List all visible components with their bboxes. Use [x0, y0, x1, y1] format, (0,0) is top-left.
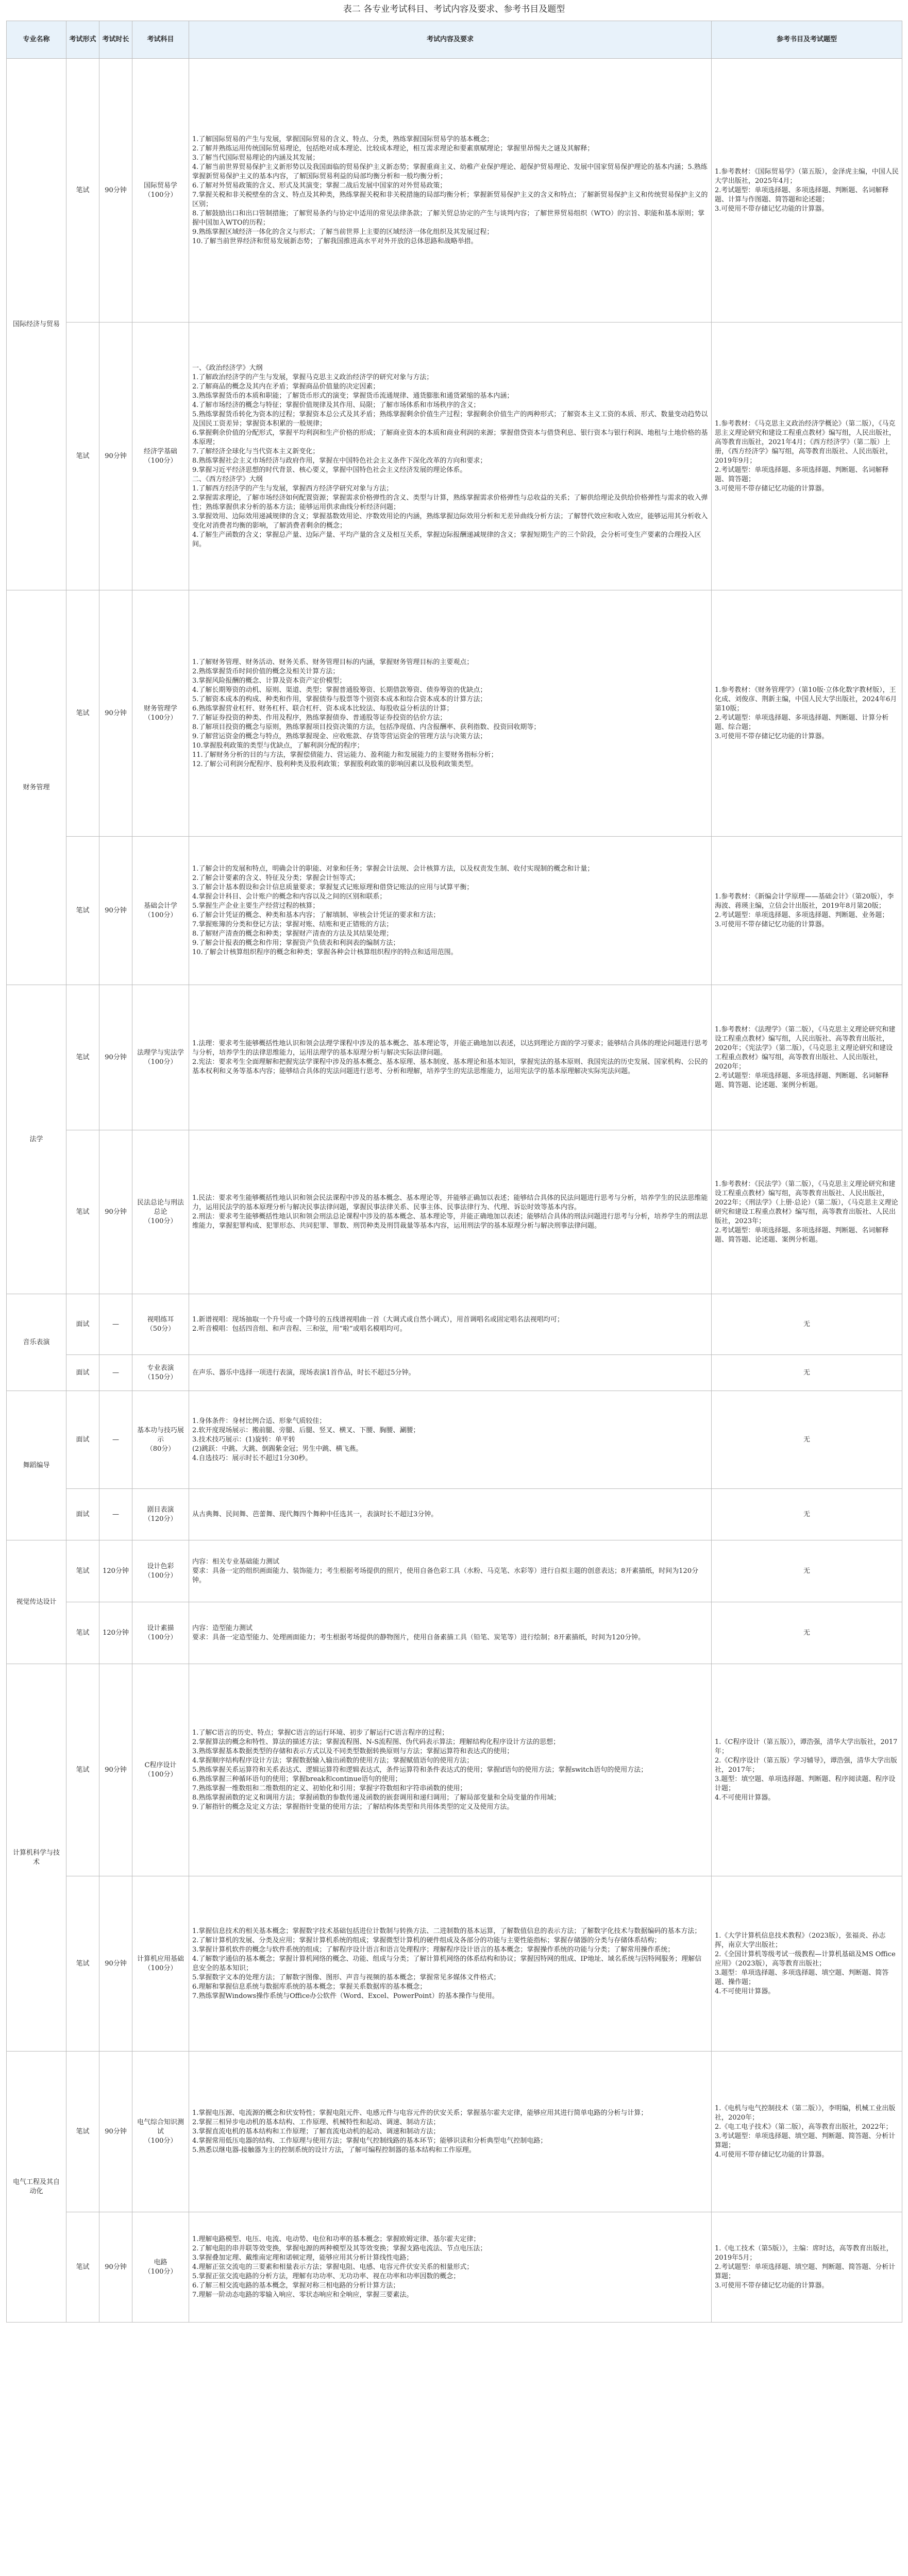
- exam-duration: 90分钟: [99, 2212, 132, 2323]
- content-line: 1.掌握信息技术的相关基本概念；掌握数字技术基础包括进位计数制与转换方法、二进制数的基本运算，了解数值信息的表示方法；了解数字化技术与数据编码的基本方法；: [192, 1927, 701, 1935]
- table-title: 表二 各专业考试科目、考试内容及要求、参考书目及题型: [343, 4, 565, 14]
- exam-content: [189, 1489, 712, 1540]
- reference-line: 3.可使用不带存储记忆功能的计算器。: [715, 484, 829, 493]
- major-name: 国际经济与贸易: [7, 59, 66, 590]
- exam-subject: [132, 1355, 189, 1391]
- content-line: 3.技术技巧展示：(1)旋转：单平转: [192, 1435, 295, 1444]
- major-name: 财务管理: [7, 590, 66, 985]
- subject-score: （100分）: [144, 1571, 177, 1580]
- table-row: [7, 1540, 902, 1602]
- exam-duration: 90分钟: [99, 837, 132, 985]
- reference-line: 2.考试题型：单项选择题、多项选择题、判断题、业务题；: [715, 911, 889, 919]
- exam-subject: [132, 1664, 189, 1876]
- content-line: 7.了解证券投资的种类、作用及程序，熟练掌握债券、普通股等证券投资的估价方法；: [192, 714, 447, 722]
- subject-score: （100分）: [144, 1633, 177, 1641]
- exam-duration: 120分钟: [99, 1602, 132, 1664]
- content-line: 4.自选技巧：展示时长不超过1分30秒。: [192, 1454, 312, 1462]
- content-line: (2)跳跃：中跳、大跳、倒踢紫金冠；男生中跳、横飞燕。: [192, 1445, 363, 1453]
- content-line: 4.了解长期筹资的动机、原则、渠道、类型；掌握普通股筹资、长期借款筹资、债券筹资的优缺点；: [192, 686, 487, 694]
- exam-content: [189, 1664, 712, 1876]
- subject-name: 财务管理学: [143, 704, 177, 713]
- subject-name: 电气综合知识测试: [137, 2118, 184, 2136]
- content-line: 2.掌握需求理论，了解市场经济如何配置资源；掌握需求价格弹性的含义、类型与计算，熟练掌握需求价格弹性与总收益的关系；了解供给理论及供给价格弹性与需求的收入弹性；熟练掌握供求分析的基本方法；能够运用供求曲线分析经济问题；: [192, 494, 708, 511]
- exam-form: 笔试: [66, 1540, 99, 1602]
- exam-subject: [132, 1130, 189, 1294]
- table-row: [7, 590, 902, 837]
- reference-line: 2.《C程序设计（第五版）学习辅导》，谭浩强，清华大学出版社，2017年；: [715, 1756, 897, 1774]
- exam-duration: 120分钟: [99, 1540, 132, 1602]
- content-line: 9.熟练掌握区域经济一体化的含义与形式；了解当前世界上主要的区域经济一体化组织及其发展过程；: [192, 228, 494, 236]
- exam-duration: 90分钟: [99, 1130, 132, 1294]
- content-line: 9.掌握习近平经济思想的时代背景、核心要义，掌握中国特色社会主义经济发展的理论体系。: [192, 466, 467, 474]
- exam-content: [189, 323, 712, 590]
- table-row: [7, 59, 902, 323]
- reference-line: 3.可使用不带存储记忆功能的计算器。: [715, 920, 829, 928]
- content-line: 2.了解商品的概念及其内在矛盾；掌握商品价值量的决定因素；: [192, 382, 380, 391]
- exam-references: [712, 1489, 902, 1540]
- exam-content: [189, 2212, 712, 2323]
- content-line: 2.了解计算机的发展、分类及应用；掌握计算机系统的组成；掌握微型计算机的硬件组成及各部分的功能与主要性能指标；掌握存储器的分类与存储体系结构；: [192, 1936, 661, 1944]
- table-row: [7, 985, 902, 1130]
- content-line: 5.掌握数字文本的处理方法；了解数字图像、图形、声音与视频的基本概念；掌握常见多媒体文件格式；: [192, 1973, 500, 1981]
- reference-line: 2.考试题型：单项选择题、填空题、判断题、简答题、分析计算题；: [715, 2263, 896, 2280]
- reference-line: 1.《电工技术（第5版）》，主编：席时达，高等教育出版社，2019年5月；: [715, 2244, 893, 2262]
- exam-subject: [132, 985, 189, 1130]
- exam-duration: 90分钟: [99, 1664, 132, 1876]
- reference-line: 2.《电工电子技术》（第二版），高等教育出版社，2022年；: [715, 2123, 893, 2131]
- subject-score: （100分）: [144, 1058, 177, 1066]
- exam-form: 笔试: [66, 1664, 99, 1876]
- table-row: [7, 2212, 902, 2323]
- content-line: 1.法理：要求考生能够概括性地认识和领会法理学课程中涉及的基本概念、基本理论等，并能正确地加以表述，以达到理论方面的学习要求；能够结合具体的理论问题进行思考与分析，培养学生的法律思维能力，运用法理学的基本原理分析与解决实际法律问题。: [192, 1039, 708, 1057]
- exam-content: [189, 590, 712, 837]
- reference-line: 1.参考教材：《财务管理学》（第10版·立体化数字教材版），王化成、刘俊彦、荆新主编，中国人民大学出版社，2024年6月第10版；: [715, 686, 897, 713]
- exam-references: [712, 2052, 902, 2212]
- content-line: 3.掌握效用、边际效用递减规律的含义；掌握基数效用论、序数效用论的内涵，熟练掌握边际效用分析和无差异曲线分析方法；了解替代效应和收入效应，能够运用其分析收入变化对消费者均衡的影响，了解消费者剩余的概念；: [192, 512, 708, 530]
- exam-subject: [132, 1294, 189, 1355]
- exam-references: [712, 590, 902, 837]
- exam-content: [189, 985, 712, 1130]
- content-line: 1.了解财务管理、财务活动、财务关系、财务管理目标的内涵，掌握财务管理目标的主要观点；: [192, 658, 474, 666]
- header-row: [7, 21, 902, 59]
- subject-name: 民法总论与刑法总论: [137, 1198, 184, 1216]
- exam-content: [189, 1130, 712, 1294]
- content-line: 8.熟练掌握社会主义市场经济与政府作用，掌握在中国特色社会主义条件下深化改革的方向和要求；: [192, 456, 487, 465]
- reference-line: 3.题型：单项选择题、多项选择题、填空题、判断题、简答题、操作题；: [715, 1969, 889, 1986]
- content-line: 2.软开度现场展示：搬前腿、旁腿、后腿、竖叉、横叉、下腰、胸腰、涮腰；: [192, 1426, 420, 1434]
- subject-score: （100分）: [144, 456, 177, 465]
- exam-duration: —: [99, 1489, 132, 1540]
- exam-form: 面试: [66, 1294, 99, 1355]
- reference-line: 4.可使用不带存储记忆功能的计算器。: [715, 2150, 829, 2159]
- subject-score: （50分）: [146, 1325, 175, 1333]
- reference-line: 无: [803, 1567, 810, 1575]
- exam-duration: 90分钟: [99, 2052, 132, 2212]
- header-form: 考试形式: [66, 21, 99, 59]
- content-line: 3.掌握风险报酬的概念、计算及资本资产定价模型；: [192, 676, 346, 685]
- exam-form: 笔试: [66, 590, 99, 837]
- exam-content: [189, 59, 712, 323]
- content-line: 5.熟练掌握货币转化为资本的过程；掌握资本总公式及其矛盾；熟练掌握剩余价值生产过程；掌握剩余价值生产的两种形式；了解资本主义工资的本质、形式、数量变动趋势以及国民工资差异；掌握资本积累的一般规律；: [192, 410, 708, 428]
- reference-line: 4.不可使用计算器。: [715, 1987, 775, 1995]
- subject-score: （100分）: [144, 714, 177, 722]
- exam-content: [189, 1294, 712, 1355]
- subject-name: 计算机应用基础: [137, 1955, 184, 1963]
- content-line: 2.了解电阻的串并联等效变换，掌握电源的两种模型及其等效变换；掌握支路电流法、节点电压法；: [192, 2244, 487, 2252]
- reference-line: 无: [803, 1510, 810, 1518]
- subject-score: （150分）: [144, 1373, 177, 1381]
- exam-references: [712, 1391, 902, 1489]
- table-row: [7, 1391, 902, 1489]
- subject-score: （100分）: [144, 1964, 177, 1972]
- content-line: 2.刑法：要求考生能够概括性地认识和领会刑法总论课程中涉及的基本概念、基本理论等，并能正确地加以表述；能够结合具体的刑法问题进行思考与分析，培养学生的刑法思维能力，掌握犯罪构成、犯罪形态、共同犯罪、罪数、刑罚种类及刑罚裁量等基本内容，运用刑法学的基本原理分析与解决刑事法律问题。: [192, 1212, 708, 1230]
- reference-line: 3.题型：填空题、单项选择题、判断题、程序阅读题、程序设计题；: [715, 1775, 896, 1792]
- reference-line: 1.参考教材：《新编会计学原理——基础会计》（第20版），李海波、蒋瑛主编，立信会计出版社，2019年8月第20版；: [715, 892, 894, 910]
- content-line: 3.熟练掌握货币的本质和职能；了解货币形式的演变；掌握货币流通规律、通货膨胀和通货紧缩的基本内涵；: [192, 392, 514, 400]
- reference-line: 2.《全国计算机等级考试一级教程—计算机基础及MS Office应用》（2023版），高等教育出版社；: [715, 1950, 896, 1968]
- content-line: 9.了解营运资金的概念与特点，熟练掌握现金、应收账款、存货等营运资金的管理方法与决策方法；: [192, 732, 487, 740]
- major-name: 计算机科学与技术: [7, 1664, 66, 2052]
- exam-subject: [132, 590, 189, 837]
- content-line: 要求：具备一定的组织画面能力、装饰能力；考生根据考场提供的照片，使用自备色彩工具（水粉、马克笔、水彩等）进行自拟主题的创意表达；8开素描纸，时间为120分钟。: [192, 1567, 699, 1584]
- content-line: 5.熟练掌握关系运算符和关系表达式、逻辑运算符和逻辑表达式，条件运算符和条件表达式的使用；掌握if语句的使用方法；掌握switch语句的使用方法；: [192, 1766, 648, 1774]
- reference-line: 1.《电机与电气控制技术（第二版）》，李明编，机械工业出版社，2020年；: [715, 2104, 896, 2122]
- content-line: 1.新谱视唱：现场抽取一个升号或一个降号的五线谱视唱曲一首（大调式或自然小调式），用首调唱名或固定唱名法视唱均可；: [192, 1315, 564, 1324]
- reference-line: 2.考试题型：单项选择题、多项选择题、判断题、名词解释题、简答题、论述题、案例分析题。: [715, 1226, 889, 1244]
- exam-subject: [132, 1540, 189, 1602]
- table-body: [7, 59, 902, 2323]
- content-line: 8.了解项目投资的概念与原则，熟练掌握项目投资决策的方法，包括净现值、内含报酬率、获利指数、投资回收期等；: [192, 723, 541, 731]
- content-line: 9.了解会计报表的概念和作用；掌握资产负债表和利润表的编制方法；: [192, 939, 400, 947]
- exam-duration: —: [99, 1391, 132, 1489]
- exam-form: 面试: [66, 1391, 99, 1489]
- content-line: 11.了解财务分析的目的与方法，掌握偿债能力、营运能力、盈利能力和发展能力的主要财务指标分析；: [192, 751, 498, 759]
- reference-line: 无: [803, 1368, 810, 1377]
- header-subject: 考试科目: [132, 21, 189, 59]
- exam-content: [189, 1602, 712, 1664]
- subject-score: （80分）: [146, 1445, 175, 1453]
- content-line: 2.宪法：要求考生全面理解和把握宪法学课程中涉及的基本概念、基本原理、基本制度、基本理论和基本知识，掌握宪法的基本原则、我国宪法的历史发展、国家机构、公民的基本权利和义务等基本内容；能够结合具体的宪法问题进行思考、分析和理解，培养学生的宪法思维能力，运用宪法学的基本原理解决实际宪法问题。: [192, 1058, 708, 1075]
- subject-score: （100分）: [144, 2137, 177, 2145]
- content-line: 7.掌握关税和非关税壁垒的含义、特点及其种类，熟练掌握关税和非关税措施的局部均衡分析；掌握新贸易保护主义的含义和特点；了解新贸易保护主义和传统贸易保护主义的区别；: [192, 191, 708, 208]
- exam-duration: 90分钟: [99, 590, 132, 837]
- content-line: 3.熟练掌握基本数据类型的存储和表示方式以及不同类型数据转换原则与方法；掌握运算符和表达式的使用；: [192, 1747, 514, 1755]
- exam-references: [712, 323, 902, 590]
- exam-references: [712, 837, 902, 985]
- content-line: 5.了解资本成本的构成、种类和作用，掌握债券与股票等个别资本成本和综合资本成本的计算方法；: [192, 695, 487, 703]
- table-row: [7, 1130, 902, 1294]
- exam-duration: 90分钟: [99, 1876, 132, 2052]
- content-line: 7.熟练掌握一维数组和二维数组的定义、初始化和引用；掌握字符数组和字符串函数的使用；: [192, 1784, 467, 1792]
- content-line: 6.了解对外贸易政策的含义、形式及其演变；掌握二战后发展中国家的对外贸易政策；: [192, 181, 447, 190]
- content-line: 2.掌握算法的概念和特性、算法的描述方法；掌握流程图、N-S流程图、伪代码表示算法；理解结构化程序设计方法的思想；: [192, 1738, 560, 1746]
- exam-form: 笔试: [66, 59, 99, 323]
- table-row: [7, 323, 902, 590]
- exam-table: [6, 21, 902, 2323]
- content-line: 5.掌握正弦交流电路的分析方法，理解有功功率、无功功率、视在功率和功率因数的概念；: [192, 2272, 460, 2280]
- content-line: 从古典舞、民间舞、芭蕾舞、现代舞四个舞种中任选其一，表演时长不超过3分钟。: [192, 1510, 438, 1518]
- subject-name: 设计色彩: [147, 1562, 174, 1570]
- subject-name: 电路: [154, 2258, 167, 2266]
- content-line: 4.了解生产函数的含义；掌握总产量、边际产量、平均产量的含义及相互关系，掌握边际报酬递减规律的含义；掌握短期生产的三个阶段，会分析可变生产要素的合理投入区间。: [192, 531, 701, 548]
- subject-score: （120分）: [144, 1515, 177, 1523]
- content-line: 1.了解政治经济学的产生与发展，掌握马克思主义政治经济学的研究对象与方法；: [192, 373, 433, 381]
- content-line: 2.了解会计要素的含义、特征及分类；掌握会计恒等式；: [192, 874, 360, 882]
- table-row: [7, 2052, 902, 2212]
- exam-form: 笔试: [66, 2212, 99, 2323]
- table-row: [7, 1664, 902, 1876]
- content-line: 5.掌握生产企业主要生产经营过程的核算；: [192, 902, 320, 910]
- content-line: 4.了解数字通信的基本概念；掌握计算机网络的概念、功能、组成与分类；了解计算机网络的体系结构和协议；掌握因特网的组成、IP地址、域名系统与因特网服务；理解信息安全的基本知识；: [192, 1955, 702, 1972]
- content-line: 10.掌握股利政策的类型与优缺点，了解利润分配的程序；: [192, 741, 364, 750]
- exam-duration: —: [99, 1294, 132, 1355]
- reference-line: 3.可使用不带存储记忆功能的计算器。: [715, 205, 829, 213]
- exam-subject: [132, 323, 189, 590]
- content-line: 12.了解公司利润分配程序、股利种类及股利政策；掌握股利政策的影响因素以及股利政策类型。: [192, 760, 478, 768]
- exam-form: 笔试: [66, 837, 99, 985]
- reference-line: 无: [803, 1320, 810, 1328]
- exam-references: [712, 1664, 902, 1876]
- exam-duration: —: [99, 1355, 132, 1391]
- table-row: [7, 1602, 902, 1664]
- content-line: 5.熟悉以继电器-接触器为主的控制系统的设计方法，了解可编程控制器的基本结构和工作原理。: [192, 2146, 476, 2154]
- reference-line: 1.参考教材：《马克思主义政治经济学概论》（第二版），《马克思主义理论研究和建设工程重点教材》编写组，人民出版社，高等教育出版社，2021年4月；《西方经济学》（第二版）上册，《西方经济学》编写组，高等教育出版社、人民出版社，2019年9月；: [715, 419, 896, 465]
- content-line: 6.熟练掌握三种循环语句的使用；掌握break和continue语句的使用；: [192, 1775, 402, 1783]
- reference-line: 无: [803, 1435, 810, 1444]
- subject-name: 基本功与技巧展示: [137, 1426, 184, 1444]
- content-line: 6.理解和掌握信息系统与数据库系统的基本概念；掌握关系数据库的基本概念；: [192, 1982, 427, 1991]
- content-line: 7.熟练掌握Windows操作系统与Office办公软件（Word、Excel、PowerPoint）的基本操作与使用。: [192, 1992, 499, 2000]
- reference-line: 2.考试题型：单项选择题、多项选择题、判断题、名词解释题、计算与作图题、简答题和论述题；: [715, 186, 889, 204]
- content-line: 2.听音模唱：包括四音组、和声音程、三和弦，用“啦”或唱名模唱均可。: [192, 1325, 407, 1333]
- content-line: 7.了解经济全球化与当代资本主义新变化；: [192, 447, 320, 455]
- subject-name: 国际贸易学: [143, 181, 177, 190]
- content-line: 一、《政治经济学》大纲: [192, 364, 263, 372]
- content-line: 二、《西方经济学》大纲: [192, 475, 263, 483]
- exam-form: 笔试: [66, 2052, 99, 2212]
- exam-references: [712, 1355, 902, 1391]
- header-refs: 参考书目及考试题型: [712, 21, 902, 59]
- exam-references: [712, 59, 902, 323]
- exam-form: 笔试: [66, 323, 99, 590]
- exam-references: [712, 2212, 902, 2323]
- exam-references: [712, 1602, 902, 1664]
- content-line: 1.了解国际贸易的产生与发展，掌握国际贸易的含义、特点、分类，熟练掌握国际贸易学的基本概念；: [192, 135, 494, 143]
- exam-subject: [132, 837, 189, 985]
- reference-line: 1.《大学计算机信息技术教程》（2023版），张福炎、孙志挥，南京大学出版社；: [715, 1931, 886, 1949]
- reference-line: 1.参考教材：《民法学》（第二版），《马克思主义理论研究和建设工程重点教材》编写组，高等教育出版社、人民出版社，2022年；《刑法学》（上册·总论）（第二版），《马克思主义理论研究和建设工程重点教材》编写组，高等教育出版社、人民出版社，2023年；: [715, 1180, 898, 1225]
- content-line: 6.熟练掌握营业杠杆、财务杠杆、联合杠杆、资本成本比较法、每股收益分析法的计算；: [192, 704, 453, 713]
- reference-line: 1.《C程序设计（第五版）》，谭浩强，清华大学出版社，2017年；: [715, 1738, 898, 1755]
- content-line: 7.掌握账簿的分类和登记方法；掌握对账、结账和更正错账的方法；: [192, 920, 393, 928]
- major-name: 电气工程及其自动化: [7, 2052, 66, 2323]
- content-line: 9.了解指针的概念及定义方法；掌握指针变量的使用方法；了解结构体类型和共用体类型的定义及使用方法。: [192, 1803, 514, 1811]
- content-line: 1.了解会计的发展和特点，明确会计的职能、对象和任务；掌握会计法规、会计核算方法，以及权责发生制、收付实现制的概念和计量；: [192, 865, 594, 873]
- header-time: 考试时长: [99, 21, 132, 59]
- reference-line: 2.考试题型：单项选择题、多项选择题、判断题、名词解释题、简答题、论述题、案例分析题。: [715, 1072, 889, 1089]
- content-line: 2.掌握三相异步电动机的基本结构、工作原理、机械特性和起动、调速、制动方法；: [192, 2118, 440, 2126]
- content-line: 8.熟练掌握函数的定义和调用方法；掌握函数的参数传递及函数的嵌套调用和递归调用；了解局部变量和全局变量的作用域；: [192, 1793, 561, 1802]
- subject-name: 基础会计学: [143, 902, 177, 910]
- reference-line: 2.考试题型：单项选择题、多项选择题、判断题、名词解释题、简答题；: [715, 466, 889, 483]
- header-major: 专业名称: [7, 21, 66, 59]
- content-line: 1.理解电路模型、电压、电流、电动势、电位和功率的基本概念；掌握欧姆定律、基尔霍夫定律；: [192, 2235, 480, 2243]
- content-line: 8.了解鼓励出口和出口管制措施；了解贸易条约与协定中适用的常见法律条款；了解关贸总协定的产生与谈判内容；了解世界贸易组织（WTO）的宗旨、职能和基本原则；掌握中国加入WTO的历程；: [192, 209, 705, 227]
- subject-name: 法理学与宪法学: [137, 1048, 184, 1057]
- table-row: [7, 1489, 902, 1540]
- content-line: 10.了解会计核算组织程序的概念和种类；掌握各种会计核算组织程序的特点和适用范围。: [192, 948, 458, 956]
- table-row: [7, 1876, 902, 2052]
- exam-content: [189, 1391, 712, 1489]
- reference-line: 1.参考教材：《法理学》（第二版），《马克思主义理论研究和建设工程重点教材》编写组，人民出版社、高等教育出版社，2020年；《宪法学》（第二版），《马克思主义理论研究和建设工程重点教材》编写组，高等教育出版社、人民出版社，2020年；: [715, 1025, 896, 1071]
- content-line: 3.掌握直流电机的基本结构和工作原理；了解直流电动机的起动、调速和制动方法；: [192, 2127, 440, 2136]
- exam-content: [189, 837, 712, 985]
- exam-subject: [132, 1391, 189, 1489]
- content-line: 内容：造型能力测试: [192, 1624, 253, 1632]
- exam-subject: [132, 2052, 189, 2212]
- exam-references: [712, 1294, 902, 1355]
- exam-references: [712, 1876, 902, 2052]
- subject-score: （100分）: [144, 191, 177, 199]
- reference-line: 1.参考教材：《国际贸易学》（第五版），金泽虎主编，中国人民大学出版社，2025年4月；: [715, 167, 899, 185]
- exam-form: 笔试: [66, 1130, 99, 1294]
- subject-score: （100分）: [144, 1217, 177, 1225]
- subject-score: （100分）: [144, 1770, 177, 1778]
- reference-line: 2.考试题型：单项选择题、多项选择题、判断题、计算分析题、综合题；: [715, 714, 889, 731]
- exam-form: 笔试: [66, 1876, 99, 2052]
- content-line: 2.熟练掌握货币时间价值的概念及相关计算方法；: [192, 667, 340, 675]
- exam-references: [712, 1540, 902, 1602]
- exam-subject: [132, 1876, 189, 2052]
- exam-content: [189, 1540, 712, 1602]
- exam-references: [712, 985, 902, 1130]
- content-line: 4.掌握常用低压电器的结构、工作原理与使用方法；掌握电气控制线路的基本环节；能够识读和分析典型电气控制电路；: [192, 2137, 547, 2145]
- reference-line: 无: [803, 1629, 810, 1637]
- major-name: 视觉传达设计: [7, 1540, 66, 1664]
- content-line: 4.掌握会计科目、会计账户的概念和内容以及之间的区别和联系；: [192, 892, 386, 901]
- major-name: 舞蹈编导: [7, 1391, 66, 1540]
- exam-duration: 90分钟: [99, 985, 132, 1130]
- exam-content: [189, 1876, 712, 2052]
- content-line: 4.理解正弦交流电的三要素和相量表示方法；掌握电阻、电感、电容元件伏安关系的相量形式；: [192, 2263, 474, 2271]
- exam-subject: [132, 1489, 189, 1540]
- subject-score: （100分）: [144, 2267, 177, 2276]
- content-line: 4.了解当前世界贸易保护主义新形势以及我国面临的贸易保护主义新态势；掌握重商主义、幼稚产业保护理论、超保护贸易理论、发展中国家贸易保护理论的基本内涵；5.熟练掌握新贸易保护主义的基本内容，了解国际贸易利益的局部均衡分析和一般均衡分析；: [192, 163, 708, 180]
- content-line: 4.了解市场经济的概念与特征；掌握价值规律及其作用、局限；了解市场体系和市场秩序的含义；: [192, 401, 480, 409]
- exam-subject: [132, 59, 189, 323]
- exam-duration: 90分钟: [99, 59, 132, 323]
- reference-line: 3.可使用不带存储记忆功能的计算器。: [715, 2281, 829, 2290]
- exam-subject: [132, 2212, 189, 2323]
- content-line: 8.了解财产清查的概念和种类；掌握财产清查的方法及其结果处理；: [192, 929, 393, 938]
- exam-content: [189, 1355, 712, 1391]
- content-line: 1.了解西方经济学的产生与发展，掌握西方经济学研究对象与方法；: [192, 484, 393, 493]
- content-line: 3.了解会计基本假设和会计信息质量要求；掌握复式记账原理和借贷记账法的应用与试算平衡；: [192, 883, 474, 891]
- content-line: 1.身体条件：身材比例合适、形象气质较佳；: [192, 1417, 326, 1425]
- exam-references: [712, 1130, 902, 1294]
- exam-subject: [132, 1602, 189, 1664]
- content-line: 要求：具备一定造型能力、处理画面能力；考生根据考场提供的静物图片，使用自备素描工具（铅笔、炭笔等）进行绘制；8开素描纸，时间为120分钟。: [192, 1633, 645, 1641]
- header-content: 考试内容及要求: [189, 21, 712, 59]
- subject-name: 剧目表演: [147, 1505, 174, 1514]
- content-line: 6.了解三相交流电路的基本概念，掌握对称三相电路的分析计算方法；: [192, 2281, 400, 2290]
- table-row: [7, 1294, 902, 1355]
- table-row: [7, 1355, 902, 1391]
- exam-form: 面试: [66, 1489, 99, 1540]
- exam-content: [189, 2052, 712, 2212]
- content-line: 2.了解并熟练运用传统国际贸易理论，包括绝对成本理论、比较成本理论，相互需求理论和要素禀赋理论；掌握里昂惕夫之谜及其解释；: [192, 144, 594, 152]
- exam-form: 笔试: [66, 985, 99, 1130]
- subject-name: 经济学基础: [143, 447, 177, 455]
- exam-form: 面试: [66, 1355, 99, 1391]
- subject-name: 设计素描: [147, 1624, 174, 1632]
- content-line: 10.了解当前世界经济和贸易发展新态势；了解我国推进高水平对外开放的总体思路和战略举措。: [192, 237, 478, 245]
- subject-name: C程序设计: [144, 1761, 177, 1769]
- content-line: 1.了解C语言的历史、特点；掌握C语言的运行环境、初步了解运行C语言程序的过程；: [192, 1728, 449, 1737]
- content-line: 6.掌握剩余价值的分配形式，掌握平均利润和生产价格的形成；了解商业资本的本质和商业利润的来源；掌握借贷资本与借贷利息、银行资本与银行利润、地租与土地价格的基本原理；: [192, 429, 708, 446]
- content-line: 7.理解一阶动态电路的零输入响应、零状态响应和全响应，掌握三要素法。: [192, 2291, 413, 2299]
- major-name: 音乐表演: [7, 1294, 66, 1391]
- content-line: 内容：相关专业基础能力测试: [192, 1557, 280, 1566]
- content-line: 3.掌握叠加定理、戴维南定理和诺顿定理，能够应用其分析计算线性电路；: [192, 2253, 413, 2262]
- content-line: 1.民法：要求考生能够概括性地认识和领会民法课程中涉及的基本概念、基本理论等，并能够正确加以表述；能够结合具体的民法问题进行思考与分析，培养学生的民法思维能力，运用民法学的基本原理分析与解决民事法律问题，掌握民事法律关系、民事主体、民事法律行为、代理、诉讼时效等基本内容。: [192, 1194, 708, 1211]
- reference-line: 3.可使用不带存储记忆功能的计算器。: [715, 732, 829, 740]
- major-name: 法学: [7, 985, 66, 1294]
- subject-name: 视唱练耳: [147, 1315, 174, 1324]
- content-line: 6.了解会计凭证的概念、种类和基本内容；了解填制、审核会计凭证的要求和方法；: [192, 911, 440, 919]
- reference-line: 4.不可使用计算器。: [715, 1793, 775, 1802]
- exam-duration: 90分钟: [99, 323, 132, 590]
- content-line: 3.掌握计算机软件的概念与软件系统的组成；了解程序设计语言和语言处理程序；理解程序设计语言的基本概念；掌握操作系统的功能与分类；了解常用操作系统；: [192, 1945, 675, 1954]
- reference-line: 3.考试题型：单项选择题、填空题、判断题、简答题、分析计算题；: [715, 2132, 896, 2149]
- content-line: 1.掌握电压源、电流源的概念和伏安特性；掌握电阻元件、电感元件与电容元件的伏安关系；掌握基尔霍夫定律，能够应用其进行简单电路的分析与计算；: [192, 2109, 648, 2117]
- content-line: 在声乐、器乐中选择一项进行表演，现场表演1首作品，时长不超过5分钟。: [192, 1368, 415, 1377]
- content-line: 4.掌握顺序结构程序设计方法；掌握数据输入输出函数的使用方法；掌握赋值语句的使用方法；: [192, 1756, 474, 1765]
- exam-form: 笔试: [66, 1602, 99, 1664]
- content-line: 3.了解当代国际贸易理论的内涵及其发展；: [192, 154, 320, 162]
- subject-name: 专业表演: [147, 1364, 174, 1372]
- table-row: [7, 837, 902, 985]
- subject-score: （100分）: [144, 911, 177, 919]
